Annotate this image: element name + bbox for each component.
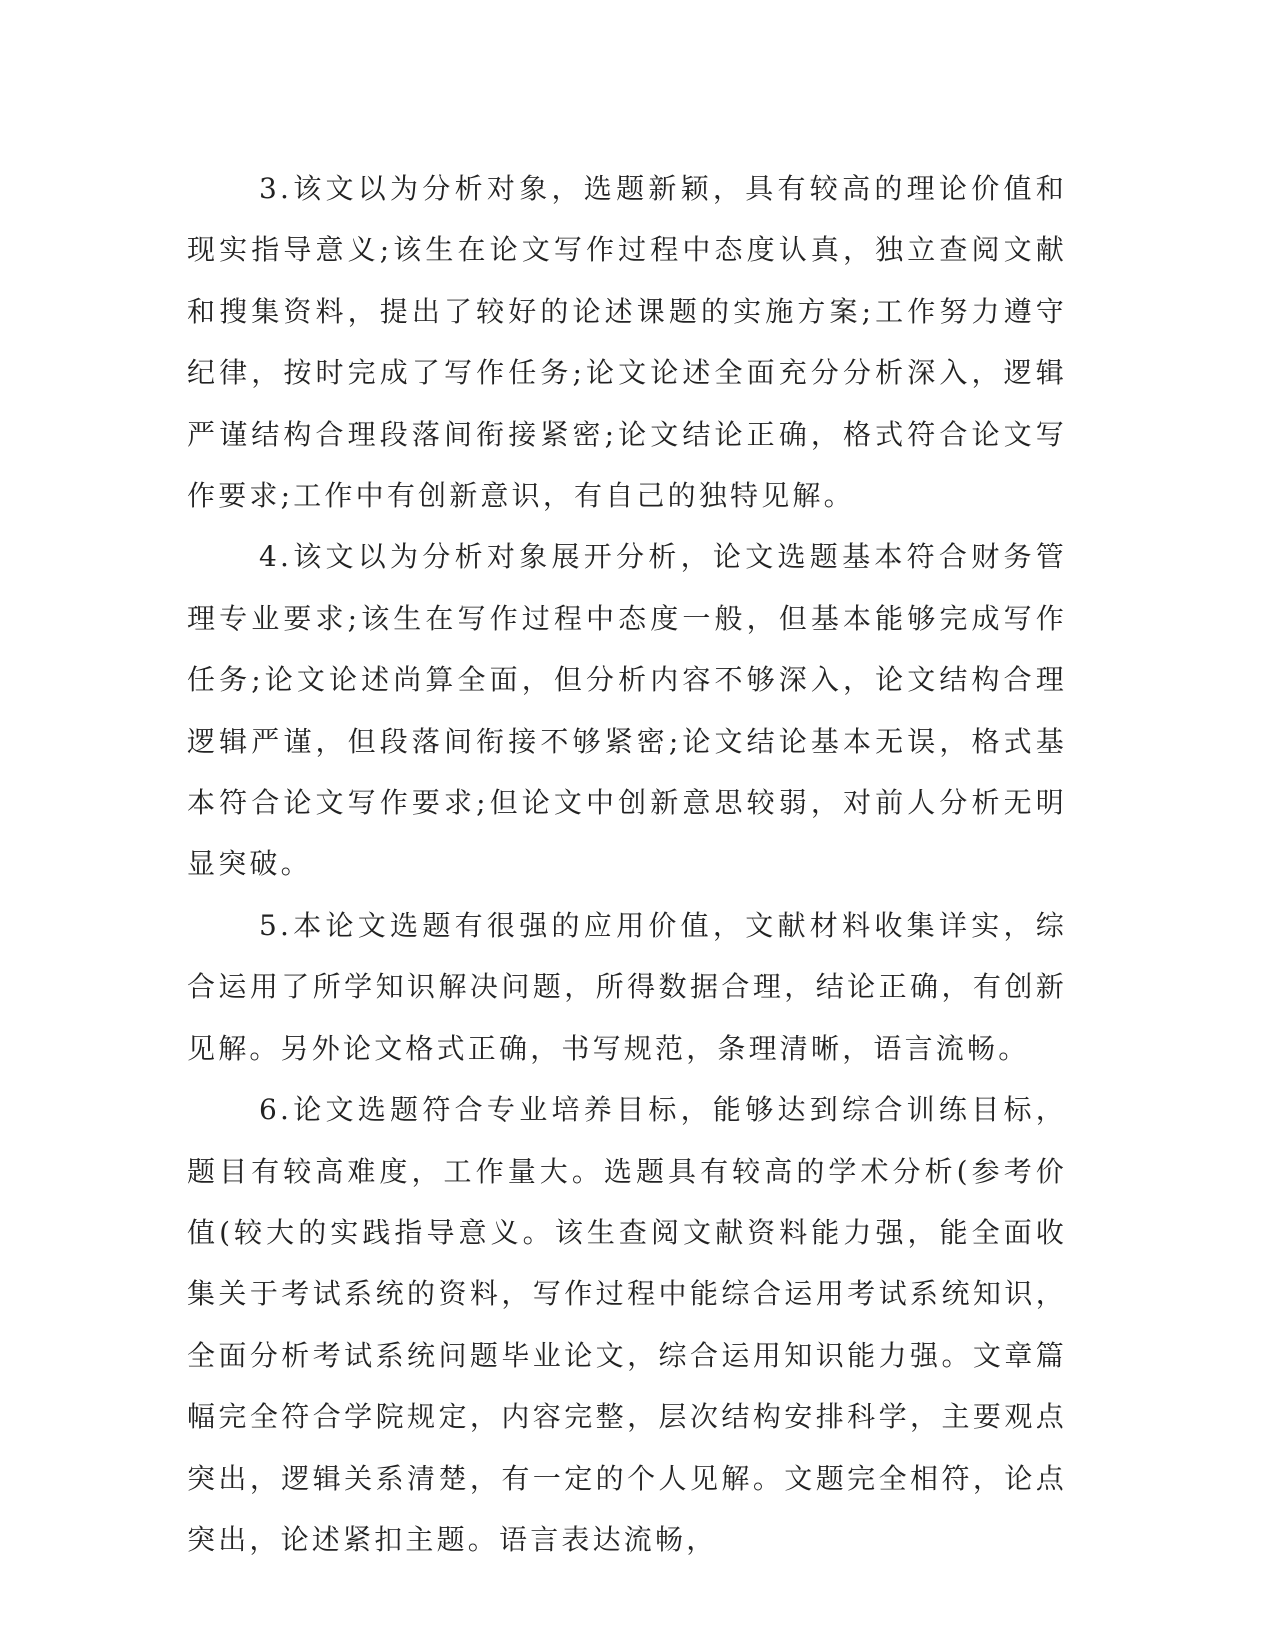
paragraph-5: 5.本论文选题有很强的应用价值，文献材料收集详实，综合运用了所学知识解决问题，所得数据合理，结论正确，有创新见解。另外论文格式正确，书写规范，条理清晰，语言流畅。 (187, 908, 1067, 1065)
paragraph-4: 4.该文以为分析对象展开分析，论文选题基本符合财务管理专业要求;该生在写作过程中态度一般，但基本能够完成写作任务;论文论述尚算全面，但分析内容不够深入，论文结构合理逻辑严谨，但段落间衔接不够紧密;论文结论基本无误，格式基本符合论文写作要求;但论文中创新意思较弱，对前人分析无明显突破。 (187, 540, 1067, 881)
document-body (187, 158, 1067, 1570)
paragraph-6: 6.论文选题符合专业培养目标，能够达到综合训练目标，题目有较高难度，工作量大。选题具有较高的学术分析(参考价值(较大的实践指导意义。该生查阅文献资料能力强，能全面收集关于考试系统的资料，写作过程中能综合运用考试系统知识，全面分析考试系统问题毕业论文，综合运用知识能力强。文章篇幅完全符合学院规定，内容完整，层次结构安排科学，主要观点突出，逻辑关系清楚，有一定的个人见解。文题完全相符，论点突出，论述紧扣主题。语言表达流畅， (187, 1093, 1067, 1556)
paragraph-3: 3.该文以为分析对象，选题新颖，具有较高的理论价值和现实指导意义;该生在论文写作过程中态度认真，独立查阅文献和搜集资料，提出了较好的论述课题的实施方案;工作努力遵守纪律，按时完成了写作任务;论文论述全面充分分析深入，逻辑严谨结构合理段落间衔接紧密;论文结论正确，格式符合论文写作要求;工作中有创新意识，有自己的独特见解。 (187, 172, 1067, 513)
